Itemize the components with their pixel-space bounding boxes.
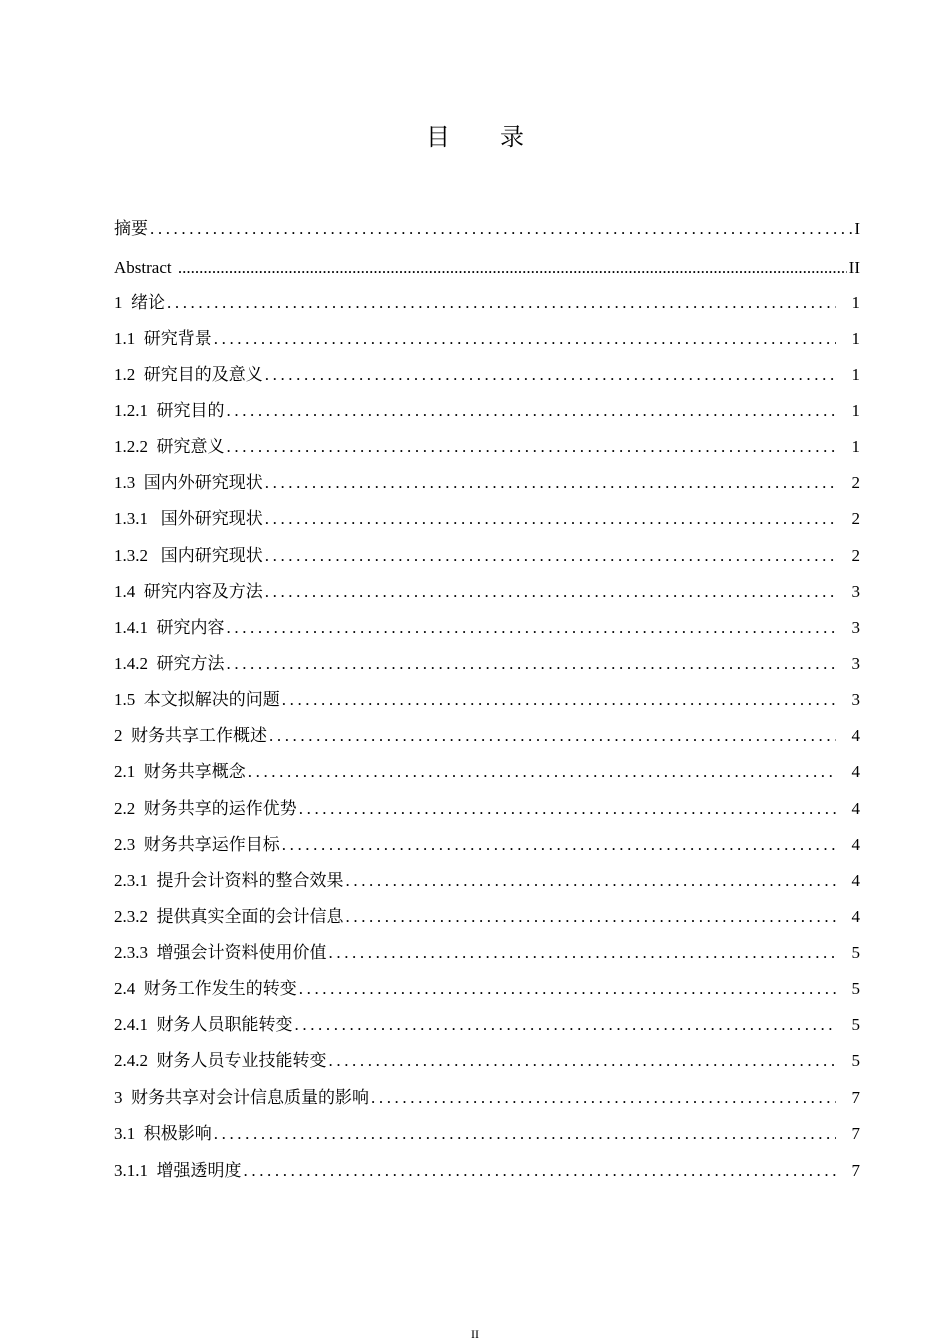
toc-entry-page-number: 7 [851, 1161, 860, 1180]
dot-leader [178, 257, 847, 279]
dot-leader [265, 508, 836, 530]
toc-entry-label: 2.2 财务共享的运作优势 [114, 799, 297, 818]
toc-entry-page-number: 2 [851, 509, 860, 528]
toc-entry-page-number: 4 [851, 907, 860, 926]
dot-leader [282, 834, 836, 856]
toc-entry[interactable] [114, 320, 860, 350]
toc-entry-label: 1.2.2 研究意义 [114, 437, 225, 456]
toc-entry-page-number: 4 [851, 799, 860, 818]
dot-leader [227, 653, 836, 675]
dot-leader [167, 292, 836, 314]
toc-entry-label: 1.3.1 国外研究现状 [114, 509, 263, 528]
dot-leader [329, 942, 836, 964]
toc-entry-page-number: 1 [851, 293, 860, 312]
toc-entry-label: 1.2.1 研究目的 [114, 401, 225, 420]
dot-leader [244, 1160, 836, 1182]
toc-entry-label: 2.3 财务共享运作目标 [114, 835, 280, 854]
toc-entry-page-number: 4 [851, 835, 860, 854]
toc-entry[interactable] [114, 826, 860, 856]
toc-entry-label: 3 财务共享对会计信息质量的影响 [114, 1088, 369, 1107]
toc-entry[interactable] [114, 609, 860, 639]
toc-entry-page-number: 3 [851, 582, 860, 601]
toc-entry-page-number: 1 [851, 401, 860, 420]
dot-leader [329, 1050, 836, 1072]
toc-entry[interactable] [114, 573, 860, 603]
toc-entry-label: 1.3 国内外研究现状 [114, 473, 263, 492]
toc-entry-label: 1 绪论 [114, 293, 165, 312]
toc-entry-label: Abstract [114, 258, 176, 277]
dot-leader [299, 798, 836, 820]
toc-entry-label: 2.4 财务工作发生的转变 [114, 979, 297, 998]
toc-entry-label: 3.1 积极影响 [114, 1124, 212, 1143]
toc-entry-label: 2.1 财务共享概念 [114, 762, 246, 781]
toc-entry-page-number: II [848, 258, 860, 277]
toc-entry-label: 1.4.2 研究方法 [114, 654, 225, 673]
toc-entry-page-number: 1 [851, 365, 860, 384]
toc-entry-page-number: 1 [851, 329, 860, 348]
toc-entry[interactable] [114, 970, 860, 1000]
toc-entry[interactable] [114, 428, 860, 458]
toc-entry[interactable] [114, 464, 860, 494]
toc-entry[interactable] [114, 356, 860, 386]
toc-entry-page-number: 3 [851, 690, 860, 709]
toc-entry-page-number: 4 [851, 871, 860, 890]
toc-entry[interactable] [114, 1115, 860, 1145]
toc-entry[interactable] [114, 898, 860, 928]
toc-entry[interactable] [114, 681, 860, 711]
toc-entry-page-number: 4 [851, 762, 860, 781]
toc-entry-page-number: 3 [851, 654, 860, 673]
dot-leader [282, 689, 836, 711]
dot-leader [265, 545, 836, 567]
toc-entry-page-number: 5 [851, 1015, 860, 1034]
toc-entry[interactable] [114, 284, 860, 314]
toc-entry-label: 1.1 研究背景 [114, 329, 212, 348]
toc-entry[interactable] [114, 790, 860, 820]
toc-entry[interactable] [114, 717, 860, 747]
toc-entry-label: 1.2 研究目的及意义 [114, 365, 263, 384]
toc-entry[interactable] [114, 392, 860, 422]
toc-entry-label: 2.3.3 增强会计资料使用价值 [114, 943, 327, 962]
toc-entry-label: 摘要 [114, 219, 148, 238]
toc-entry-page-number: 5 [851, 1051, 860, 1070]
dot-leader [214, 328, 836, 350]
page-title: 目 录 [426, 125, 546, 151]
toc-entry-page-number: 1 [851, 437, 860, 456]
dot-leader [248, 761, 836, 783]
dot-leader [227, 400, 836, 422]
dot-leader [299, 978, 836, 1000]
toc-entry[interactable] [114, 934, 860, 964]
toc-entry-page-number: 7 [851, 1124, 860, 1143]
dot-leader [227, 436, 836, 458]
dot-leader [265, 472, 836, 494]
dot-leader [227, 617, 836, 639]
toc-entry-label: 2.4.1 财务人员职能转变 [114, 1015, 293, 1034]
dot-leader [265, 364, 836, 386]
toc-entry[interactable] [114, 753, 860, 783]
toc-entry-page-number: I [854, 219, 860, 238]
toc-entry-label: 3.1.1 增强透明度 [114, 1161, 242, 1180]
toc-entry-label: 1.4 研究内容及方法 [114, 582, 263, 601]
toc-entry-label: 1.5 本文拟解决的问题 [114, 690, 280, 709]
toc-entry-page-number: 7 [851, 1088, 860, 1107]
toc-entry[interactable] [114, 1152, 860, 1182]
toc-entry-label: 2 财务共享工作概述 [114, 726, 267, 745]
toc-entry[interactable] [114, 862, 860, 892]
toc-entry[interactable] [114, 1079, 860, 1109]
toc-entry-label: 2.4.2 财务人员专业技能转变 [114, 1051, 327, 1070]
toc-entry[interactable] [114, 249, 860, 279]
dot-leader [269, 725, 836, 747]
toc-entry-page-number: 3 [851, 618, 860, 637]
dot-leader [346, 906, 836, 928]
toc-entry-label: 2.3.1 提升会计资料的整合效果 [114, 871, 344, 890]
toc-entry-label: 1.4.1 研究内容 [114, 618, 225, 637]
dot-leader [346, 870, 836, 892]
toc-entry[interactable] [114, 210, 860, 240]
toc-entry-page-number: 2 [851, 473, 860, 492]
dot-leader [214, 1123, 836, 1145]
dot-leader [265, 581, 836, 603]
toc-entry[interactable] [114, 500, 860, 530]
toc-entry-page-number: 5 [851, 979, 860, 998]
dot-leader [295, 1014, 836, 1036]
toc-entry-page-number: 4 [851, 726, 860, 745]
toc-entry-label: 1.3.2 国内研究现状 [114, 546, 263, 565]
page-number: II [471, 1327, 479, 1341]
toc-entry[interactable] [114, 1006, 860, 1036]
toc-entry-page-number: 5 [851, 943, 860, 962]
toc-entry-page-number: 2 [851, 546, 860, 565]
toc-entry-label: 2.3.2 提供真实全面的会计信息 [114, 907, 344, 926]
dot-leader [371, 1087, 836, 1109]
toc-entry[interactable] [114, 645, 860, 675]
dot-leader [150, 218, 852, 240]
toc-entry[interactable] [114, 1042, 860, 1072]
toc-entry[interactable] [114, 537, 860, 567]
